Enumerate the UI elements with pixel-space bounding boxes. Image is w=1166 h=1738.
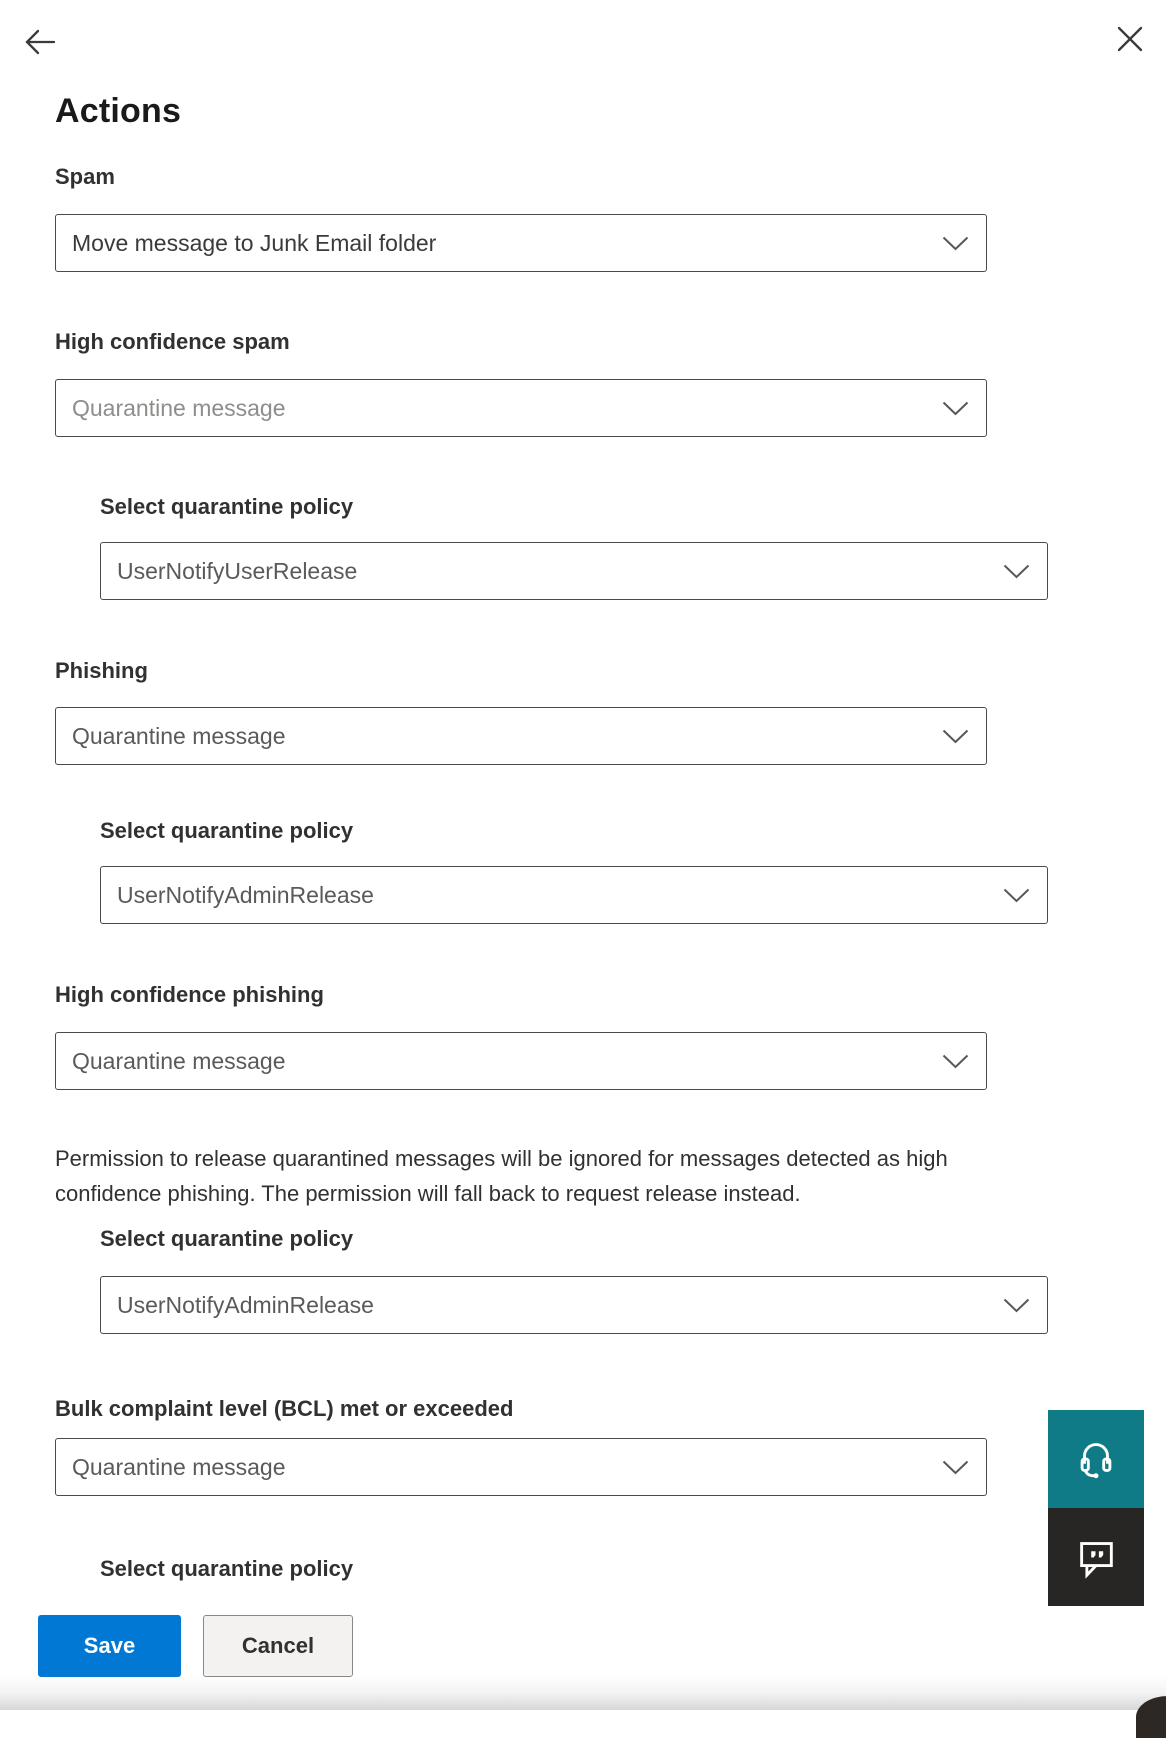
bcl-label: Bulk complaint level (BCL) met or exceeded <box>55 1396 514 1421</box>
dropdown-value: UserNotifyUserRelease <box>117 557 358 584</box>
chevron-down-icon <box>1003 564 1030 584</box>
hcp-quarantine-policy-dropdown[interactable] <box>100 1276 1048 1334</box>
phishing-quarantine-policy-dropdown[interactable] <box>100 866 1048 924</box>
high-confidence-phishing-action-dropdown[interactable] <box>55 1032 987 1090</box>
dropdown-value: Quarantine message <box>72 394 286 421</box>
phishing-action-dropdown[interactable] <box>55 707 987 765</box>
chevron-down-icon <box>1003 1298 1030 1318</box>
hcp-quarantine-policy-label: Select quarantine policy <box>100 1226 354 1251</box>
chevron-down-icon <box>942 1054 969 1074</box>
dropdown-value: UserNotifyAdminRelease <box>117 881 374 908</box>
dropdown-value: Quarantine message <box>72 722 286 749</box>
arrow-left-icon <box>23 45 57 60</box>
chevron-down-icon <box>942 401 969 421</box>
chevron-down-icon <box>942 236 969 256</box>
close-icon <box>1115 42 1145 57</box>
support-button[interactable] <box>1048 1410 1144 1508</box>
phishing-label: Phishing <box>55 658 148 683</box>
high-confidence-phishing-note: Permission to release quarantined messages will be ignored for messages detected as high confidence phishing. The permission will fall back to request release instead. <box>55 1146 948 1206</box>
bcl-action-dropdown[interactable] <box>55 1438 987 1496</box>
feedback-button[interactable] <box>1048 1508 1144 1606</box>
back-button[interactable] <box>22 26 58 60</box>
chevron-down-icon <box>942 729 969 749</box>
chat-icon <box>1073 1532 1119 1583</box>
chevron-down-icon <box>942 1460 969 1480</box>
page-title: Actions <box>55 92 182 130</box>
phishing-quarantine-policy-label: Select quarantine policy <box>100 818 354 843</box>
footer-bar <box>0 1585 1166 1710</box>
high-confidence-spam-action-dropdown[interactable] <box>55 379 987 437</box>
close-button[interactable] <box>1114 24 1146 56</box>
spam-label: Spam <box>55 164 115 189</box>
chevron-down-icon <box>1003 888 1030 908</box>
dropdown-value: Move message to Junk Email folder <box>72 229 437 256</box>
dropdown-value: Quarantine message <box>72 1453 286 1480</box>
headset-icon <box>1073 1434 1119 1485</box>
cancel-button[interactable]: Cancel <box>203 1615 353 1677</box>
dropdown-value: UserNotifyAdminRelease <box>117 1291 374 1318</box>
hcs-quarantine-policy-label: Select quarantine policy <box>100 494 354 519</box>
spam-action-dropdown[interactable] <box>55 214 987 272</box>
high-confidence-phishing-label: High confidence phishing <box>55 982 324 1007</box>
hcs-quarantine-policy-dropdown[interactable] <box>100 542 1048 600</box>
save-button[interactable]: Save <box>38 1615 181 1677</box>
high-confidence-spam-label: High confidence spam <box>55 329 290 354</box>
bcl-quarantine-policy-label: Select quarantine policy <box>100 1556 354 1581</box>
dropdown-value: Quarantine message <box>72 1047 286 1074</box>
